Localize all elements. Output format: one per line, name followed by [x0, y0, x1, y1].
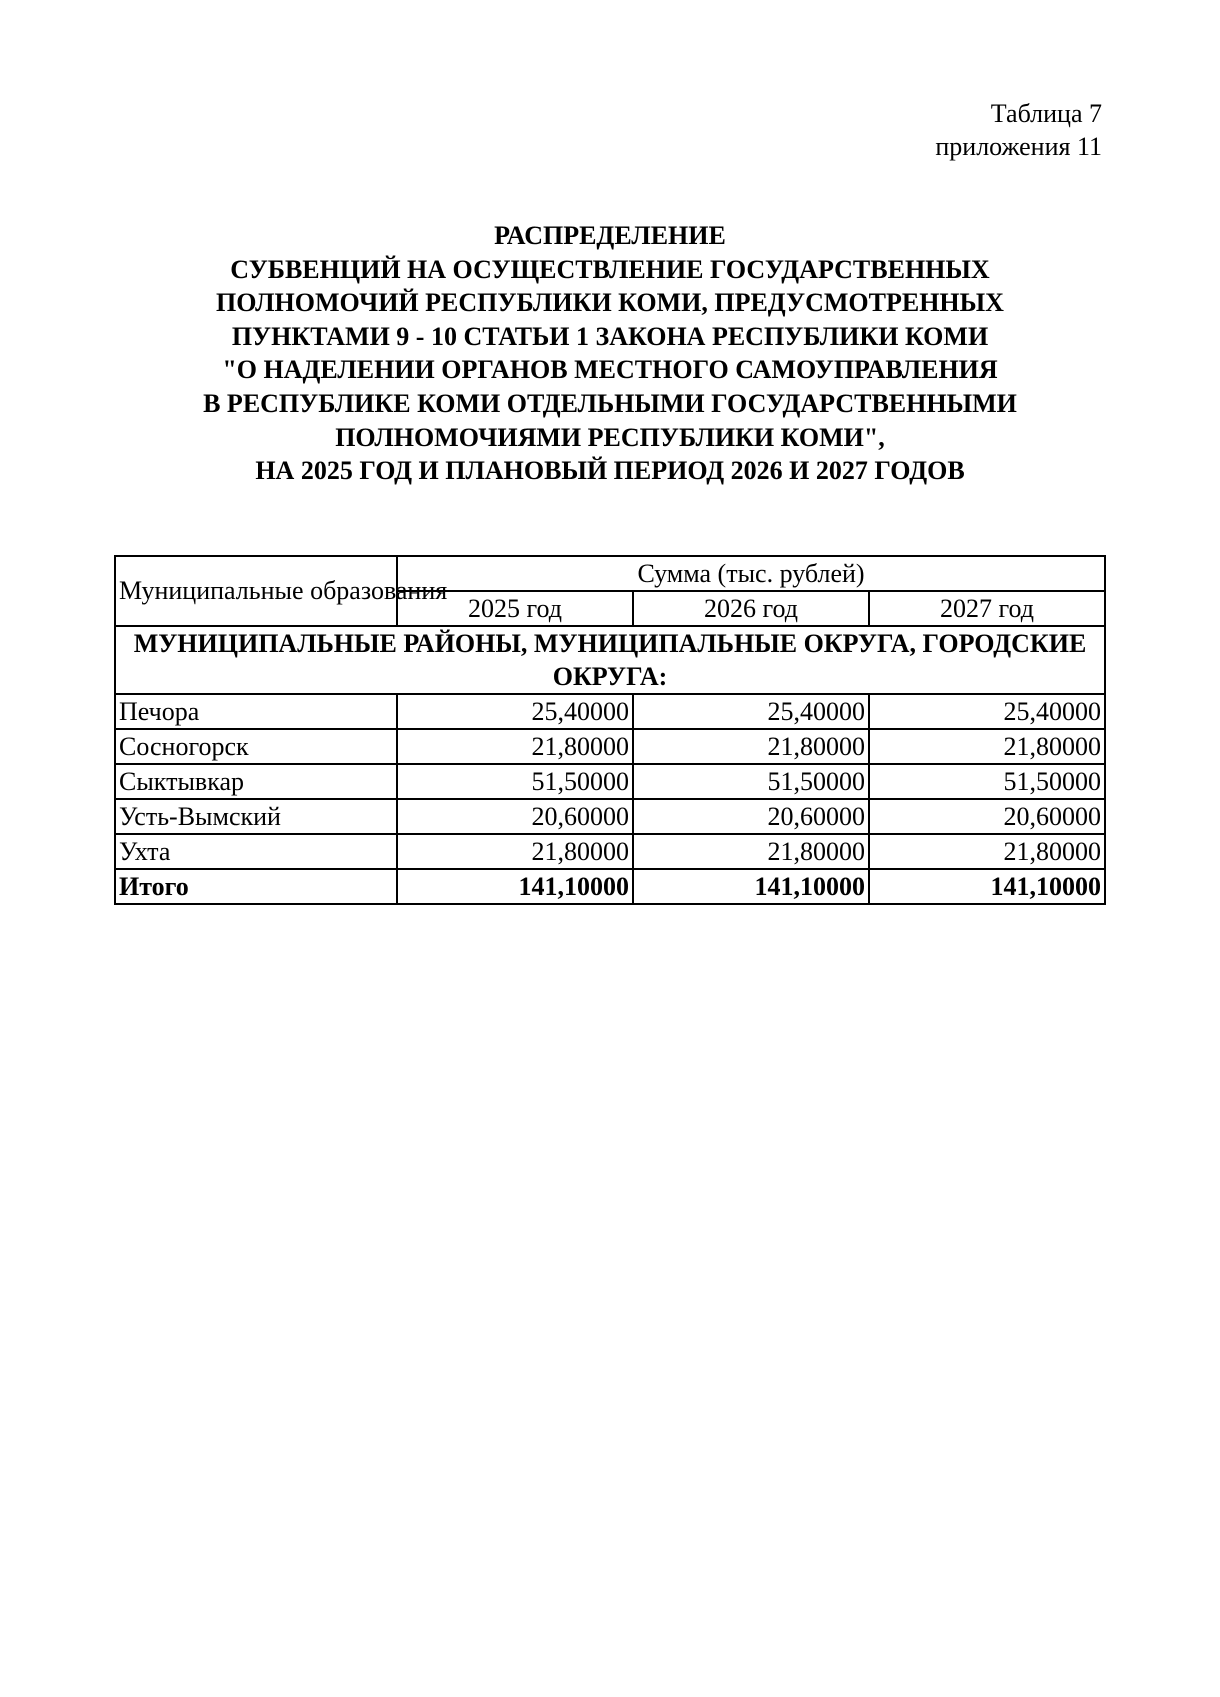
- value-2027: 20,60000: [869, 799, 1105, 834]
- title-line: НА 2025 ГОД И ПЛАНОВЫЙ ПЕРИОД 2026 И 2027 ГОДОВ: [255, 456, 965, 486]
- total-2027: 141,10000: [869, 869, 1105, 904]
- municipality-name: Сыктывкар: [115, 764, 397, 799]
- title-line: СУБВЕНЦИЙ НА ОСУЩЕСТВЛЕНИЕ ГОСУДАРСТВЕННЫХ: [230, 254, 990, 284]
- total-2025: 141,10000: [397, 869, 633, 904]
- table-row: [115, 694, 1105, 729]
- municipality-name: Печора: [115, 694, 397, 729]
- value-2025: 25,40000: [397, 694, 633, 729]
- value-2025: 21,80000: [397, 834, 633, 869]
- title-line: "О НАДЕЛЕНИИ ОРГАНОВ МЕСТНОГО САМОУПРАВЛЕНИЯ: [222, 355, 998, 385]
- table-number: Таблица 7: [990, 99, 1102, 128]
- value-2025: 51,50000: [397, 764, 633, 799]
- section-label: МУНИЦИПАЛЬНЫЕ РАЙОНЫ, МУНИЦИПАЛЬНЫЕ ОКРУГА, ГОРОДСКИЕ ОКРУГА:: [115, 626, 1105, 694]
- municipality-name: Сосногорск: [115, 729, 397, 764]
- table-row: [115, 834, 1105, 869]
- municipality-name: Ухта: [115, 834, 397, 869]
- table-row: [115, 799, 1105, 834]
- municipality-name: Усть-Вымский: [115, 799, 397, 834]
- value-2027: 25,40000: [869, 694, 1105, 729]
- value-2026: 21,80000: [633, 729, 869, 764]
- year-2025-header: 2025 год: [397, 591, 633, 626]
- value-2027: 21,80000: [869, 729, 1105, 764]
- value-2027: 51,50000: [869, 764, 1105, 799]
- year-2026-header: 2026 год: [633, 591, 869, 626]
- year-2027-header: 2027 год: [869, 591, 1105, 626]
- total-row: [115, 869, 1105, 904]
- distribution-table: [114, 555, 1106, 905]
- appendix-number: приложения 11: [935, 132, 1102, 161]
- total-label: Итого: [115, 869, 397, 904]
- table-row: [115, 729, 1105, 764]
- title-line: ПОЛНОМОЧИЙ РЕСПУБЛИКИ КОМИ, ПРЕДУСМОТРЕННЫХ: [216, 288, 1004, 318]
- value-2026: 20,60000: [633, 799, 869, 834]
- title-line: РАСПРЕДЕЛЕНИЕ: [494, 221, 726, 250]
- title-line: ПОЛНОМОЧИЯМИ РЕСПУБЛИКИ КОМИ",: [335, 422, 885, 452]
- table-reference: [935, 97, 1102, 163]
- value-2026: 21,80000: [633, 834, 869, 869]
- value-2026: 51,50000: [633, 764, 869, 799]
- document-title: [0, 219, 1220, 488]
- municipal-column-header: Муниципальные образования: [115, 556, 397, 626]
- title-line: В РЕСПУБЛИКЕ КОМИ ОТДЕЛЬНЫМИ ГОСУДАРСТВЕННЫМИ: [203, 388, 1017, 418]
- value-2027: 21,80000: [869, 834, 1105, 869]
- title-line: ПУНКТАМИ 9 - 10 СТАТЬИ 1 ЗАКОНА РЕСПУБЛИКИ КОМИ: [231, 321, 989, 351]
- value-2025: 21,80000: [397, 729, 633, 764]
- header-row: [115, 556, 1105, 591]
- amount-group-header: Сумма (тыс. рублей): [397, 556, 1105, 591]
- table-row: [115, 764, 1105, 799]
- value-2025: 20,60000: [397, 799, 633, 834]
- total-2026: 141,10000: [633, 869, 869, 904]
- value-2026: 25,40000: [633, 694, 869, 729]
- section-row: [115, 626, 1105, 694]
